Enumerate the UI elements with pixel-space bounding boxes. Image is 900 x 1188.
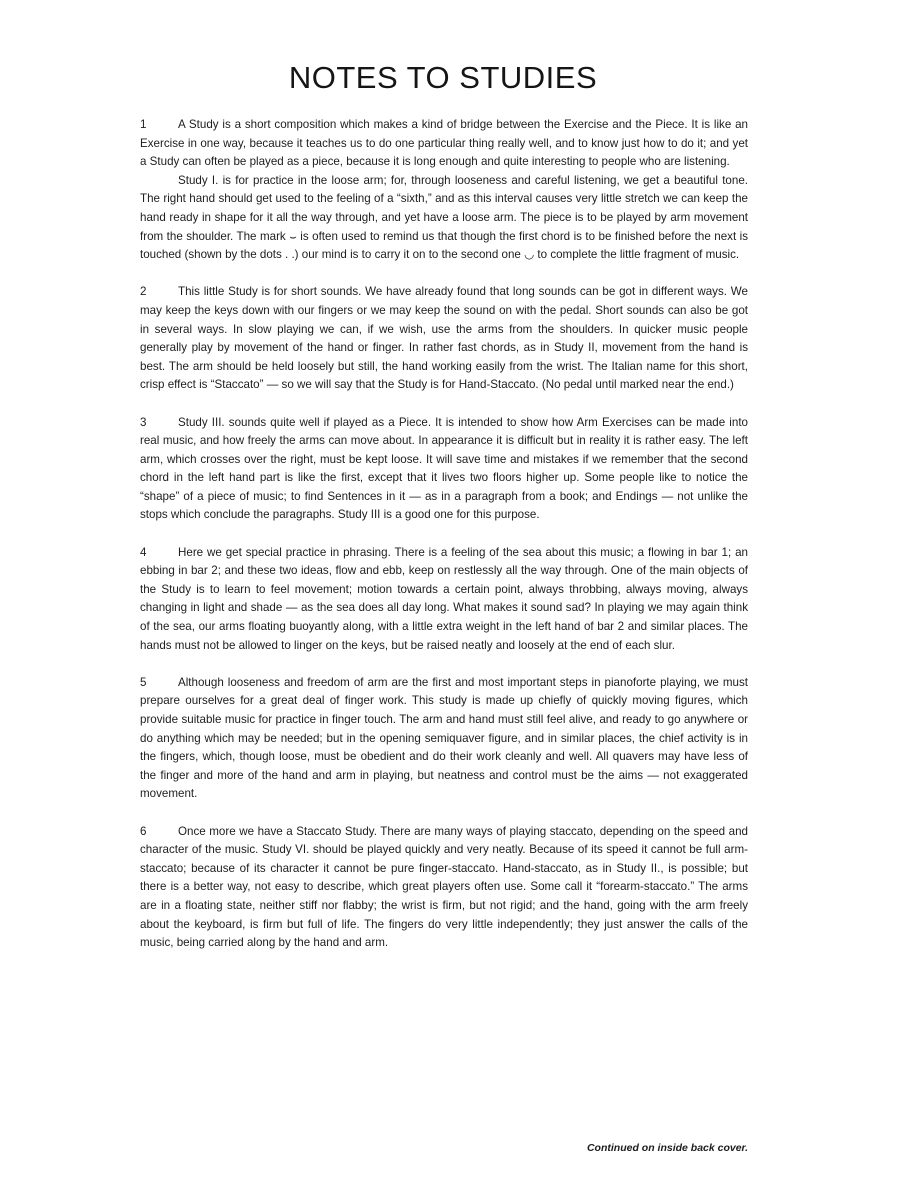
section-number: 3 [140,415,147,429]
paragraph [140,283,748,395]
paragraph [140,823,748,953]
section-number: 1 [140,118,147,131]
section-number: 6 [140,824,147,838]
paragraph-text: Here we get special practice in phrasing. There is a feeling of the sea about this music; a flowing in bar 1; an ebbing in bar 2; and these two ideas, flow and ebb, keep on restlessly all the way through. One of the main objects of the Study is to learn to feel movement; motion towards a certain point, always throbbing, always moving, always changing in light and shade — as the sea does all day long. What makes it sound sad? In playing we may again think of the sea, our arms floating buoyantly along, with a little extra weight in the left hand of bar 2 and similar places. The hands must not be allowed to linger on the keys, but be raised neatly and loosely at the end of each slur. [140,545,748,652]
page-title: NOTES TO STUDIES [288,60,598,95]
paragraph-text: Study III. sounds quite well if played as a Piece. It is intended to show how Arm Exercises can be made into real music, and how freely the arms can move about. In appearance it is difficult but in reality it is rather easy. The left arm, which crosses over the right, must be kept loose. It will save time and mistakes if we remember that the second chord in the left hand part is like the first, except that it lives two floors higher up. Some people like to notice the “shape” of a piece of music; to find Sentences in it — as in a paragraph from a book; and Endings — not unlike the stops which conclude the paragraphs. Study III is a good one for this purpose. [140,415,748,522]
paragraph [140,116,748,172]
paragraph-text: A Study is a short composition which makes a kind of bridge between the Exercise and the Piece. It is like an Exercise in one way, because it teaches us to do one particular thing really well, and to know just how to do it; and yet a Study can often be played as a piece, because it is long enough and quite interesting to people who are listening. [140,118,748,169]
section-2 [140,283,748,395]
paragraph-text: Once more we have a Staccato Study. There are many ways of playing staccato, depending on the speed and character of the music. Study VI. should be played quickly and very neatly. Because of its speed it cannot be full arm-staccato; because of its character it cannot be pure finger-staccato. Hand-staccato, as in Study II., is possible; but there is a better way, not easy to describe, which great players often use. Some call it “forearm-staccato.” The arms are in a floating state, neither stiff nor flabby; the wrist is firm, but not rigid; and the hand, going with the arm freely about the keyboard, is firm but full of life. The fingers do very little independently; they just answer the calls of the music, being carried along by the hand and arm. [140,824,748,950]
section-5 [140,674,748,804]
section-6 [140,823,748,953]
paragraph: Study I. is for practice in the loose arm; for, through looseness and careful listening, we get a beautiful tone. The right hand should get used to the feeling of a “sixth,” and as this interval causes very little stretch we can keep the hand ready in shape for it all the way through, and yet have a loose arm. The piece is to be played by arm movement from the shoulder. The mark ⌣ is often used to remind us that though the first chord is to be finished before the next is touched (shown by the dots . .) our mind is to carry it on to the second one ◡ to complete the little fragment of music. [140,173,748,262]
section-3 [140,414,748,526]
section-1 [140,116,748,265]
paragraph [140,674,748,804]
paragraph-text: This little Study is for short sounds. We have already found that long sounds can be got in different ways. We may keep the keys down with our fingers or we may keep the sound on with the pedal. Short sounds can also be got in several ways. In slow playing we can, if we wish, use the arms from the shoulders. In quicker music people generally play by movement of the hand or finger. In rather fast chords, as in Study II, movement from the hand is best. The arm should be held loosely but still, the hand working easily from the wrist. The Italian name for this short, crisp effect is “Staccato” — so we will say that the Study is for Hand-Staccato. (No pedal until marked near the end.) [140,285,748,392]
section-number: 5 [140,675,147,689]
continued-note: Continued on inside back cover. [586,1142,748,1154]
paragraph [140,414,748,526]
paragraph-text: Although looseness and freedom of arm are the first and most important steps in pianoforte playing, we must prepare ourselves for a great deal of finger work. This study is made up chiefly of quickly moving figures, which provide suitable music for practice in finger touch. The arm and hand must still feel alive, and ready to go anywhere or do anything which may be needed; but in the opening semiquaver figure, and in similar places, the chief activity is in the fingers, which, though loose, must be obedient and do their work cleanly and well. All quavers may have less of the finger and more of the hand and arm in playing, but neatness and control must be the aims — not exaggerated movement. [140,675,748,801]
section-number: 2 [140,285,147,299]
notes-body [140,116,748,971]
section-4 [140,544,748,656]
section-number: 4 [140,545,147,559]
paragraph [140,544,748,656]
